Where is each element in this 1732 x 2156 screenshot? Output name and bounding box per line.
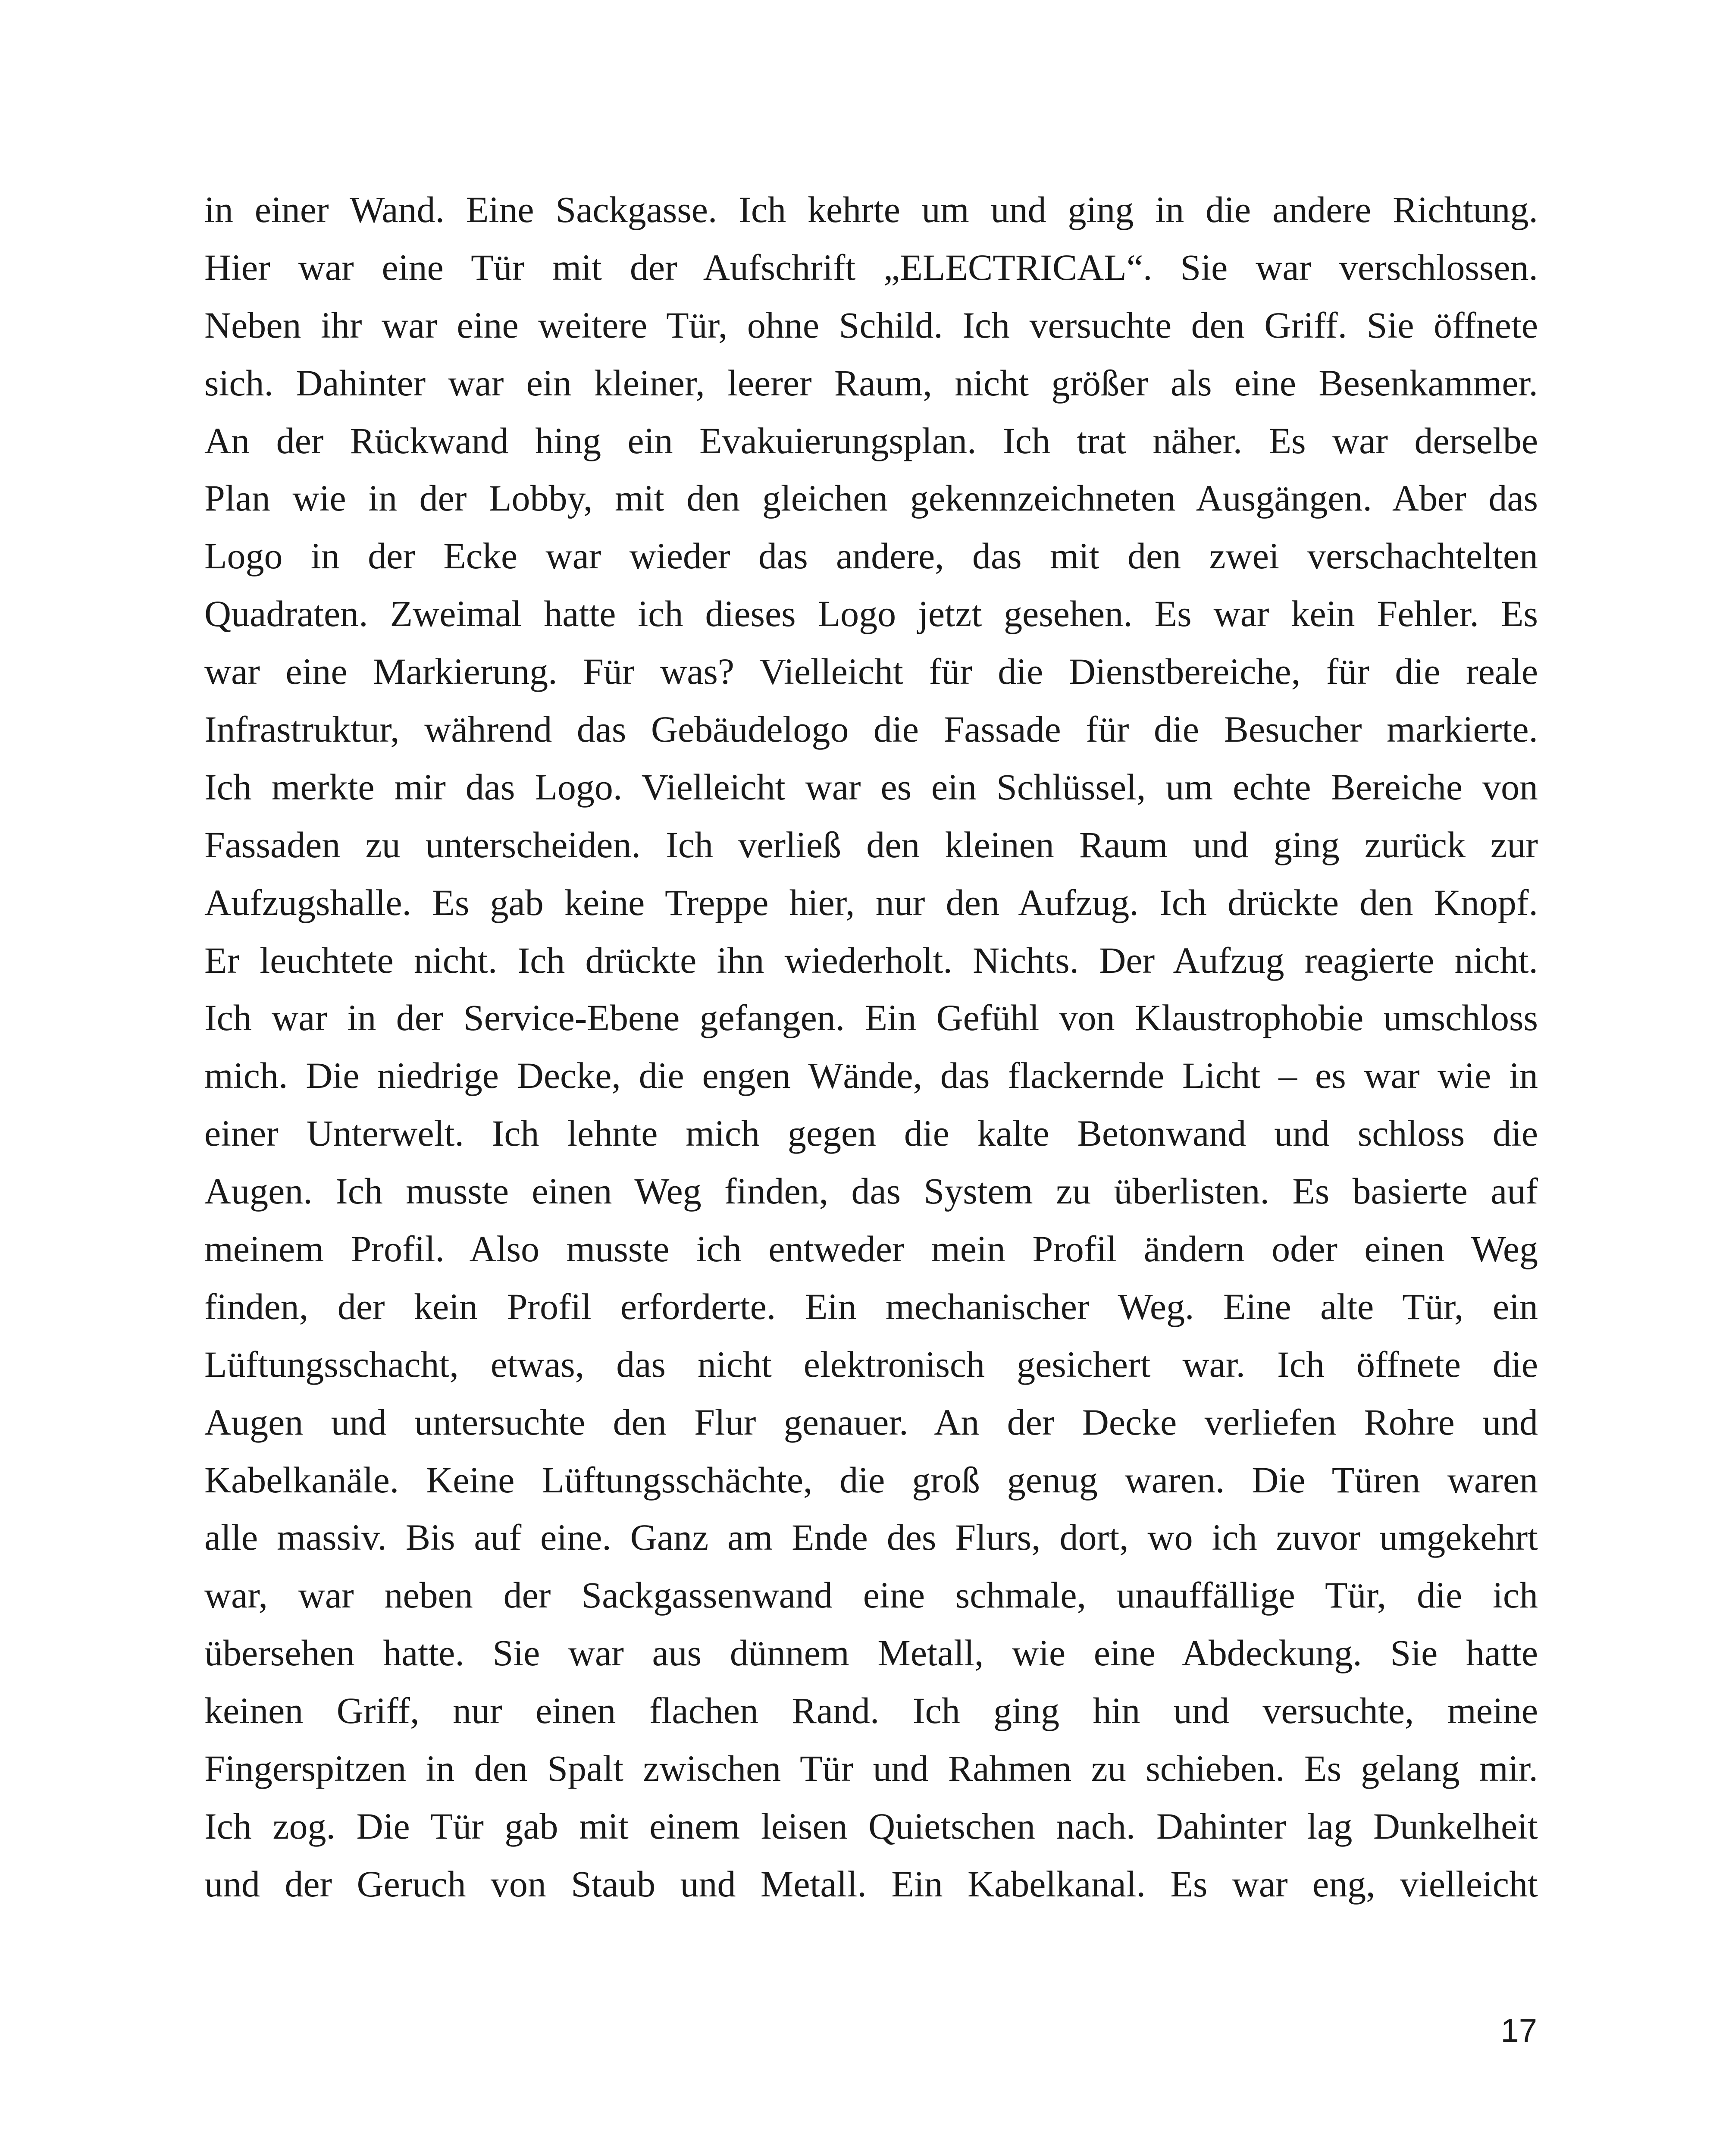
text-line: einer Unterwelt. Ich lehnte mich gegen die kalte Betonwand und schloss die [204, 1112, 1538, 1154]
text-line: Fassaden zu unterscheiden. Ich verließ den kleinen Raum und ging zurück zur [204, 824, 1538, 865]
text-line: war eine Markierung. Für was? Vielleicht für die Dienstbereiche, für die reale [204, 651, 1538, 693]
text-line: Aufzugshalle. Es gab keine Treppe hier, nur den Aufzug. Ich drückte den Knopf. [204, 881, 1538, 923]
text-line: Quadraten. Zweimal hatte ich dieses Logo jetzt gesehen. Es war kein Fehler. Es [204, 593, 1538, 635]
text-line: Plan wie in der Lobby, mit den gleichen gekennzeichneten Ausgängen. Aber das [204, 477, 1538, 519]
text-line: meinem Profil. Also musste ich entweder mein Profil ändern oder einen Weg [204, 1228, 1538, 1270]
text-line: keinen Griff, nur einen flachen Rand. Ich ging hin und versuchte, meine [204, 1690, 1538, 1732]
text-line: Hier war eine Tür mit der Aufschrift „ELECTRICAL“. Sie war verschlossen. [204, 246, 1538, 288]
page-number: 17 [1500, 2012, 1537, 2049]
text-line: Ich merkte mir das Logo. Vielleicht war es ein Schlüssel, um echte Bereiche von [204, 766, 1538, 808]
text-line: Ich zog. Die Tür gab mit einem leisen Quietschen nach. Dahinter lag Dunkelheit [204, 1805, 1538, 1847]
text-line: Logo in der Ecke war wieder das andere, das mit den zwei verschachtelten [204, 535, 1538, 577]
text-line: Infrastruktur, während das Gebäudelogo die Fassade für die Besucher markierte. [204, 708, 1538, 750]
text-line: Er leuchtete nicht. Ich drückte ihn wiederholt. Nichts. Der Aufzug reagierte nicht. [204, 939, 1538, 981]
text-line: und der Geruch von Staub und Metall. Ein Kabelkanal. Es war eng, vielleicht [204, 1863, 1538, 1905]
text-line: sich. Dahinter war ein kleiner, leerer Raum, nicht größer als eine Besenkammer. [204, 362, 1538, 404]
text-line: Lüftungsschacht, etwas, das nicht elektronisch gesichert war. Ich öffnete die [204, 1343, 1538, 1385]
text-line: finden, der kein Profil erforderte. Ein mechanischer Weg. Eine alte Tür, ein [204, 1285, 1538, 1327]
text-line: An der Rückwand hing ein Evakuierungsplan. Ich trat näher. Es war derselbe [204, 420, 1538, 461]
text-line: übersehen hatte. Sie war aus dünnem Metall, wie eine Abdeckung. Sie hatte [204, 1632, 1538, 1674]
text-line: Kabelkanäle. Keine Lüftungsschächte, die groß genug waren. Die Türen waren [204, 1459, 1538, 1501]
text-line: alle massiv. Bis auf eine. Ganz am Ende des Flurs, dort, wo ich zuvor umgekehrt [204, 1517, 1538, 1558]
body-text [204, 181, 1538, 1913]
text-line: Augen. Ich musste einen Weg finden, das System zu überlisten. Es basierte auf [204, 1170, 1538, 1212]
text-line: Neben ihr war eine weitere Tür, ohne Schild. Ich versuchte den Griff. Sie öffnete [204, 304, 1538, 346]
text-line: war, war neben der Sackgassenwand eine schmale, unauffällige Tür, die ich [204, 1574, 1538, 1616]
text-line: Augen und untersuchte den Flur genauer. An der Decke verliefen Rohre und [204, 1401, 1538, 1443]
text-line: in einer Wand. Eine Sackgasse. Ich kehrte um und ging in die andere Richtung. [204, 189, 1538, 230]
text-line: mich. Die niedrige Decke, die engen Wände, das flackernde Licht – es war wie in [204, 1055, 1538, 1097]
text-line: Fingerspitzen in den Spalt zwischen Tür und Rahmen zu schieben. Es gelang mir. [204, 1748, 1538, 1789]
text-line: Ich war in der Service-Ebene gefangen. Ein Gefühl von Klaustrophobie umschloss [204, 997, 1538, 1039]
